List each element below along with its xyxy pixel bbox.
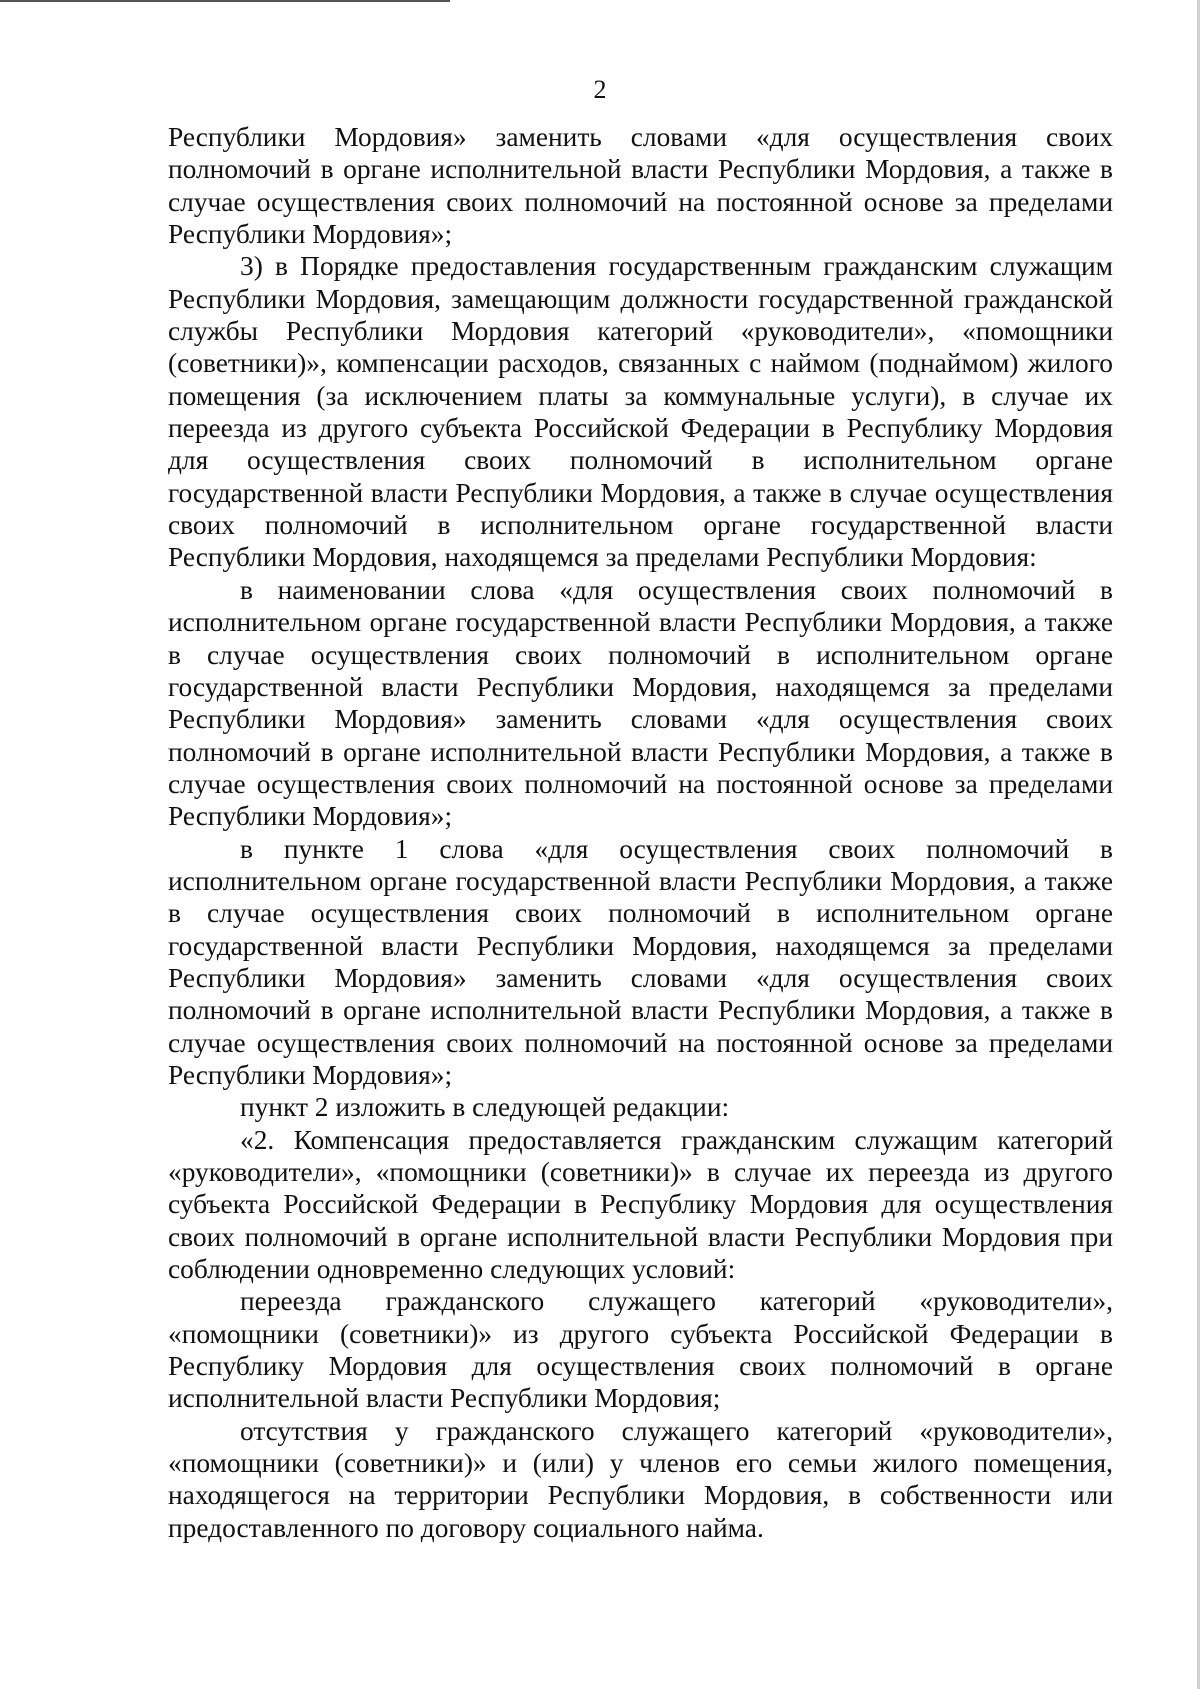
paragraph-point-1-amendment: в пункте 1 слова «для осуществления своих полномочий в исполнительном органе государственной власти Республики Мордовия, а также в случае осуществления своих полномочий в исполнительном органе государственной власти Республики Мордовия, находящемся за пределами Республики Мордовия» заменить словами «для осуществления своих полномочий в органе исполнительной власти Республики Мордовия, а также в случае осуществления своих полномочий на постоянной основе за пределами Республики Мордовия»; [168, 833, 1113, 1090]
document-body [168, 121, 1113, 1544]
paragraph-point-2-intro: пункт 2 изложить в следующей редакции: [240, 1092, 730, 1123]
page-number: 2 [593, 75, 607, 104]
paragraph-title-amendment: в наименовании слова «для осуществления своих полномочий в исполнительном органе государственной власти Республики Мордовия, а также в случае осуществления своих полномочий в исполнительном органе государственной власти Республики Мордовия, находящемся за пределами Республики Мордовия» заменить словами «для осуществления своих полномочий в органе исполнительной власти Республики Мордовия, а также в случае осуществления своих полномочий на постоянной основе за пределами Республики Мордовия»; [168, 574, 1113, 832]
paragraph-condition-2: отсутствия у гражданского служащего категорий «руководители», «помощники (советники)» и (или) у членов его семьи жилого помещения, находящегося на территории Республики Мордовия, в собственности или предоставленного по договору социального найма. [168, 1415, 1113, 1543]
paragraph-continuation: Республики Мордовия» заменить словами «для осуществления своих полномочий в органе исполнительной власти Республики Мордовия, а также в случае осуществления своих полномочий на постоянной основе за пределами Республики Мордовия»; [168, 122, 1113, 250]
scan-edge-line [0, 0, 450, 2]
paragraph-point-2-text: «2. Компенсация предоставляется гражданским служащим категорий «руководители», «помощники (советники)» в случае их переезда из другого субъекта Российской Федерации в Республику Мордовия для осуществления своих полномочий в органе исполнительной власти Республики Мордовия при соблюдении одновременно следующих условий: [168, 1124, 1113, 1285]
paragraph-item-3: 3) в Порядке предоставления государственным гражданским служащим Республики Мордовия, замещающим должности государственной гражданской службы Республики Мордовия категорий «руководители», «помощники (советники)», компенсации расходов, связанных с наймом (поднаймом) жилого помещения (за исключением платы за коммунальные услуги), в случае их переезда из другого субъекта Российской Федерации в Республику Мордовия для осуществления своих полномочий в исполнительном органе государственной власти Республики Мордовия, а также в случае осуществления своих полномочий в исполнительном органе государственной власти Республики Мордовия, находящемся за пределами Республики Мордовия: [168, 251, 1113, 573]
paragraph-condition-1: переезда гражданского служащего категорий «руководители», «помощники (советники)» из другого субъекта Российской Федерации в Республику Мордовия для осуществления своих полномочий в органе исполнительной власти Республики Мордовия; [168, 1286, 1113, 1414]
